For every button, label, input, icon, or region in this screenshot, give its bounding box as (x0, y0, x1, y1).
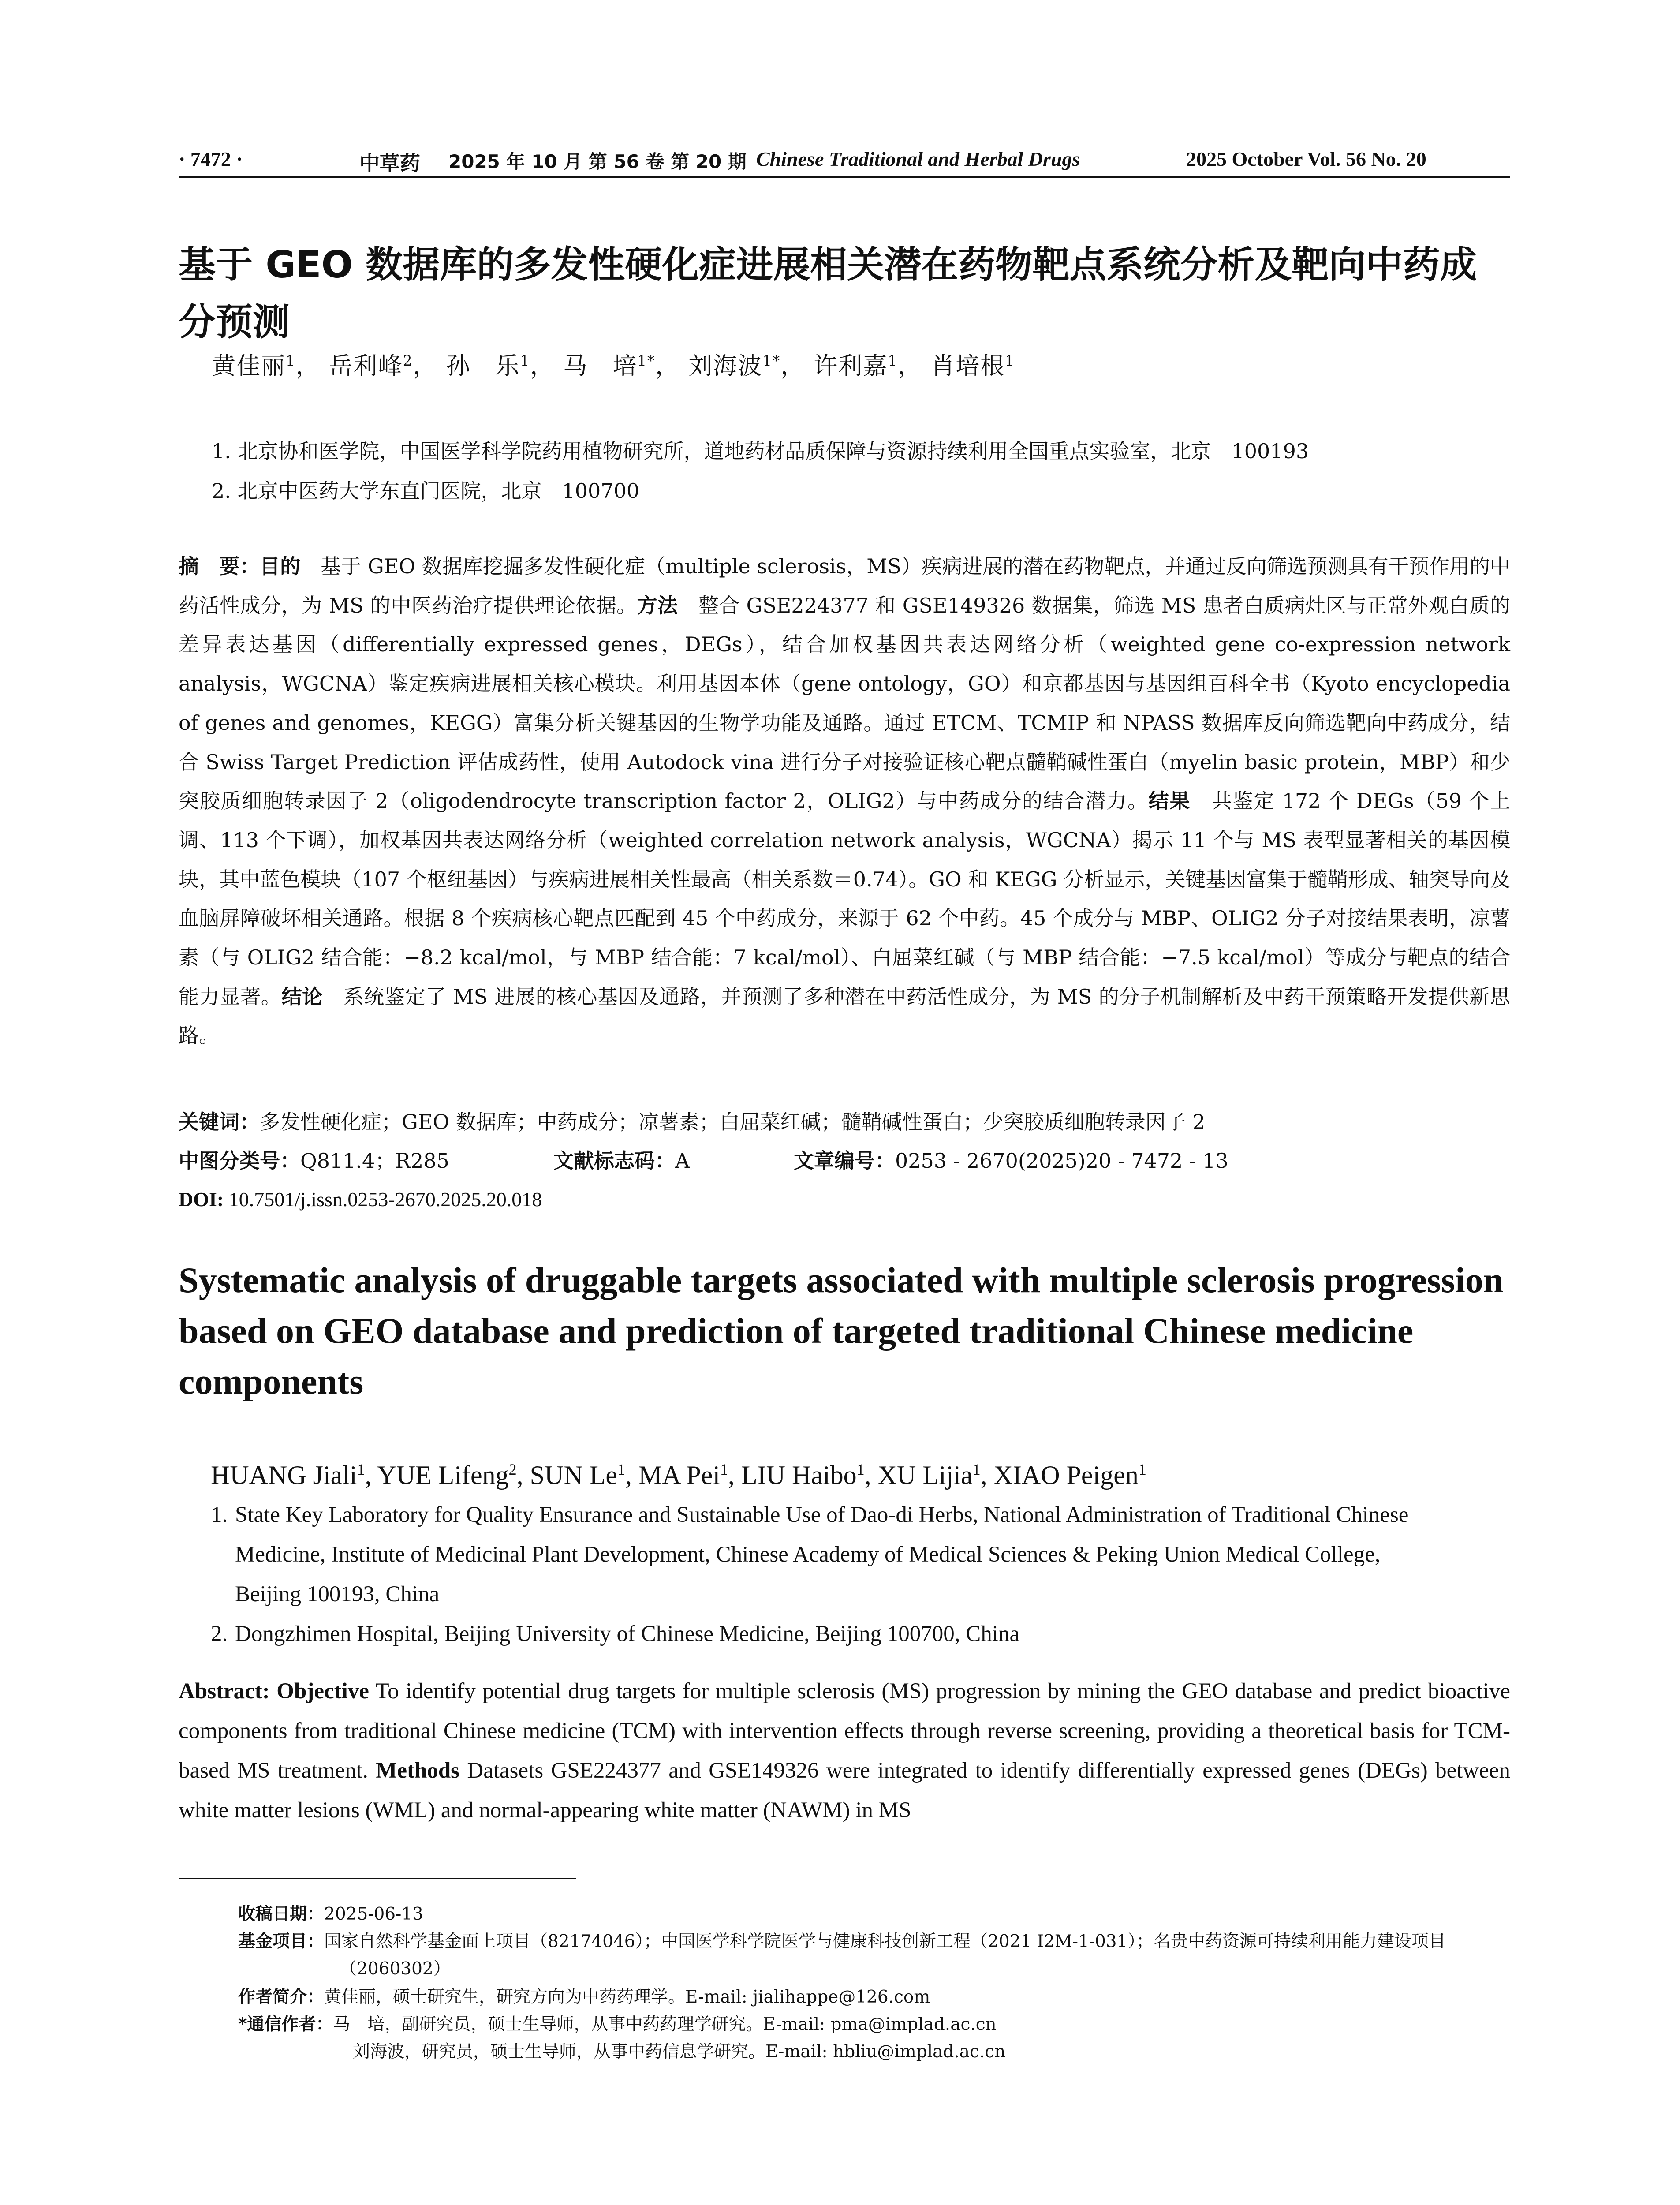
fund-text: 国家自然科学基金面上项目（82174046）；中国医学科学院医学与健康科技创新工程（2021 I2M-1-031）；名贵中药资源可持续利用能力建设项目（2060302） (324, 1932, 1446, 1979)
page-number: · 7472 · (179, 148, 243, 170)
issue-cn: 2025 年 10 月 第 56 卷 第 20 期 (448, 151, 747, 172)
author-list-en: HUANG Jiali$^1$, YUE Lifeng$^2$, SUN Le$^1$, MA Pei$^1$, LIU Haibo$^1$, XU Lijia$^1$, XIAO Peigen$^1$ (211, 1461, 1146, 1490)
author-name: MA Pei (638, 1461, 721, 1490)
author-mark: 1 (520, 352, 530, 369)
author-name: 黄佳丽 (212, 352, 286, 380)
author-mark: 1 (888, 352, 898, 369)
author-mark: 1 (286, 352, 296, 369)
conclusion-label: 结论 (281, 984, 323, 1009)
author-mark: 1 (1138, 1461, 1146, 1478)
received-date: 2025-06-13 (324, 1904, 423, 1924)
fund-label: 基金项目： (238, 1932, 325, 1951)
keywords-line (179, 1102, 1510, 1141)
affiliation-line: Medicine, Institute of Medicinal Plant Development, Chinese Academy of Medical Sciences & Peking Union Medical College, (235, 1542, 1381, 1567)
abstract-en (179, 1671, 1510, 1830)
abstract-cn (179, 547, 1510, 1055)
affiliation-cn-1: 1. 北京协和医学院，中国医学科学院药用植物研究所，道地药材品质保障与资源持续利用全国重点实验室，北京 100193 (212, 439, 1309, 463)
clc-code: Q811.4；R285 (300, 1149, 449, 1173)
classification-line (179, 1141, 1510, 1180)
affiliation-line: State Key Laboratory for Quality Ensurance and Sustainable Use of Dao-di Herbs, National Administration of Traditional Chinese (235, 1502, 1409, 1527)
author-name: XIAO Peigen (993, 1461, 1139, 1490)
keywords-label: 关键词： (179, 1110, 260, 1134)
received-label: 收稿日期： (238, 1904, 325, 1924)
author-mark: 2 (403, 352, 413, 369)
author-name: 孙 乐 (446, 352, 520, 380)
author-mark: 1 (720, 1461, 728, 1478)
corresponding-2: 刘海波，研究员，硕士生导师，从事中药信息学研究。E-mail: hbliu@implad.ac.cn (353, 2042, 1006, 2062)
author-name: XU Lijia (877, 1461, 973, 1490)
doc-code-label: 文献标志码： (553, 1149, 675, 1173)
doi-line (179, 1180, 1510, 1219)
affiliation-cn-2: 2. 北京中医药大学东直门医院，北京 100700 (212, 479, 640, 503)
author-bio: 黄佳丽，硕士研究生，研究方向为中药药理学。E-mail: jialihappe@126.com (324, 1987, 930, 2007)
doi-value: 10.7501/j.issn.0253-2670.2025.20.018 (228, 1188, 542, 1211)
author-name: SUN Le (530, 1461, 617, 1490)
article-title-cn: 基于 GEO 数据库的多发性硬化症进展相关潜在药物靶点系统分析及靶向中药成分预测 (179, 243, 1477, 344)
objective-text: To identify potential drug targets for multiple sclerosis (MS) progression by mining the GEO database and predict bioactive components from traditional Chinese medicine (TCM) with intervention effects through reverse screening, providing a theoretical basis for TCM-based MS treatment. (179, 1679, 1511, 1783)
methods-text: 整合 GSE224377 和 GSE149326 数据集，筛选 MS 患者白质病灶区与正常外观白质的差异表达基因（differentially expressed genes，DEGs），结合加权基因共表达网络分析（weighted gene co-expression network analysis，WGCNA）鉴定疾病进展相关核心模块。利用基因本体（gene ontology，GO）和京都基因与基因组百科全书（Kyoto encyclopedia of genes and genomes，KEGG）富集分析关键基因的生物学功能及通路。通过 ETCM、TCMIP 和 NPASS 数据库反向筛选靶向中药成分，结合 Swiss Target Prediction 评估成药性，使用 Autodock vina 进行分子对接验证核心靶点髓鞘碱性蛋白（myelin basic protein，MBP）和少突胶质细胞转录因子 2（oligodendrocyte transcription factor 2，OLIG2）与中药成分的结合潜力。 (179, 593, 1510, 813)
doi-label: DOI: (179, 1188, 224, 1211)
methods-text: Datasets GSE224377 and GSE149326 were integrated to identify differentially expressed genes (DEGs) between white matter lesions (WML) and normal-appearing white matter (NAWM) in MS (179, 1758, 1510, 1823)
author-name: 肖培根 (931, 352, 1005, 380)
author-name: LIU Haibo (741, 1461, 857, 1490)
article-no: 0253 - 2670(2025)20 - 7472 - 13 (895, 1149, 1228, 1173)
author-name: 马 培 (563, 352, 638, 380)
footnote-author (238, 1984, 1508, 2011)
author-mark: 2 (508, 1461, 517, 1478)
author-name: YUE Lifeng (377, 1461, 509, 1490)
author-list-cn: 黄佳丽$^1$， 岳利峰$^2$， 孙 乐$^1$， 马 培$^{1*}$， 刘海波$^{1*}$， 许利嘉$^1$， 肖培根$^1$ (212, 352, 1015, 380)
footnote-received (238, 1901, 1508, 1928)
footnote-corresponding (238, 2011, 1508, 2066)
corresponding-label: *通信作者： (238, 2014, 333, 2034)
author-mark: 1 (972, 1461, 981, 1478)
author-mark: 1 (357, 1461, 365, 1478)
author-mark: 1 (1005, 352, 1015, 369)
article-title-en: Systematic analysis of druggable targets associated with multiple sclerosis progression based on GEO database and prediction of targeted traditional Chinese medicine components (179, 1260, 1504, 1401)
author-mark: 1* (762, 352, 781, 369)
author-name: HUANG Jiali (211, 1461, 357, 1490)
author-bio-label: 作者简介： (238, 1987, 325, 2007)
author-mark: 1 (856, 1461, 865, 1478)
abstract-label: Abstract: (179, 1679, 270, 1704)
results-text: 共鉴定 172 个 DEGs（59 个上调、113 个下调），加权基因共表达网络分析（weighted correlation network analysis，WGCNA）揭示 11 个与 MS 表型显著相关的基因模块，其中蓝色模块（107 个枢纽基因）与疾病进展相关性最高（相关系数＝0.74）。GO 和 KEGG 分析显示，关键基因富集于髓鞘形成、轴突导向及血脑屏障破坏相关通路。根据 8 个疾病核心靶点匹配到 45 个中药成分，来源于 62 个中药。45 个成分与 MBP、OLIG2 分子对接结果表明，凉薯素（与 OLIG2 结合能：−8.2 kcal/mol，与 MBP 结合能：7 kcal/mol）、白屈菜红碱（与 MBP 结合能：−7.5 kcal/mol）等成分与靶点的结合能力显著。 (179, 789, 1511, 1009)
affiliation-number: 2. (211, 1622, 228, 1646)
objective-label: 目的 (260, 554, 301, 578)
author-name: 岳利峰 (329, 352, 403, 380)
affiliation-en-1 (211, 1495, 1512, 1614)
header-rule (179, 176, 1510, 178)
author-name: 许利嘉 (814, 352, 888, 380)
running-header (179, 146, 1510, 177)
conclusion-text: 系统鉴定了 MS 进展的核心基因及通路，并预测了多种潜在中药活性成分，为 MS 的分子机制解析及中药干预策略开发提供新思路。 (179, 984, 1510, 1048)
objective-text: 基于 GEO 数据库挖掘多发性硬化症（multiple sclerosis，MS）疾病进展的潜在药物靶点，并通过反向筛选预测具有干预作用的中药活性成分，为 MS 的中医药治疗提供理论依据。 (179, 554, 1511, 617)
issue-en: 2025 October Vol. 56 No. 20 (1186, 148, 1426, 170)
author-name: 刘海波 (688, 352, 763, 380)
methods-label: Methods (376, 1758, 460, 1783)
journal-name-en: Chinese Traditional and Herbal Drugs (756, 148, 1080, 170)
corresponding-1: 马 培，副研究员，硕士生导师，从事中药药理学研究。E-mail: pma@implad.ac.cn (333, 2014, 997, 2034)
clc-label: 中图分类号： (179, 1149, 300, 1173)
objective-label: Objective (276, 1679, 369, 1704)
affiliation-en-2 (211, 1614, 1512, 1654)
journal-name-cn: 中草药 (359, 151, 420, 175)
footnote-fund (238, 1928, 1508, 1983)
abstract-label: 摘 要： (179, 554, 260, 578)
footnote-rule (179, 1878, 576, 1879)
doc-code: A (675, 1149, 690, 1173)
author-mark: 1 (617, 1461, 625, 1478)
affiliation-line: Dongzhimen Hospital, Beijing University of Chinese Medicine, Beijing 100700, China (235, 1622, 1020, 1646)
keywords: 多发性硬化症；GEO 数据库；中药成分；凉薯素；白屈菜红碱；髓鞘碱性蛋白；少突胶质细胞转录因子 2 (260, 1110, 1206, 1134)
affiliation-line: Beijing 100193, China (235, 1582, 440, 1607)
author-mark: 1* (637, 352, 656, 369)
results-label: 结果 (1148, 789, 1191, 813)
article-no-label: 文章编号： (794, 1149, 895, 1173)
methods-label: 方法 (637, 593, 678, 617)
affiliation-number: 1. (211, 1502, 228, 1527)
